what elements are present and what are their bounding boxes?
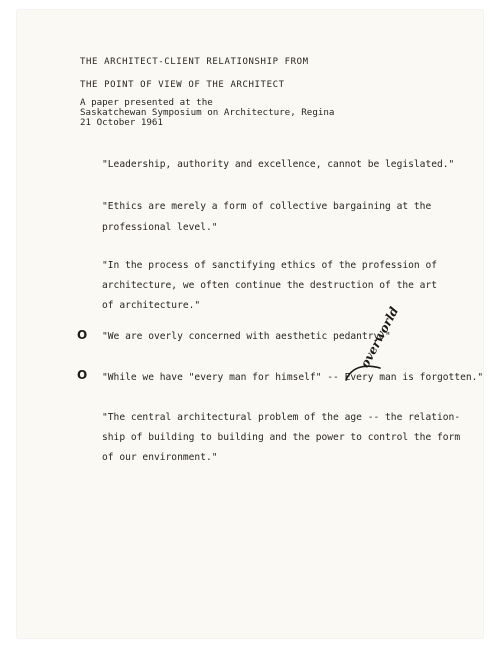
title-line-2: THE POINT OF VIEW OF THE ARCHITECT: [80, 80, 285, 90]
quote-central-line-2: ship of building to building and the power to control the form: [102, 432, 461, 443]
insertion-caret-mark: [344, 362, 384, 384]
quote-pedantry: "We are overly concerned with aesthetic pedantry.": [102, 331, 391, 342]
quote-process-line-3: of architecture.": [102, 300, 201, 311]
quote-leadership: "Leadership, authority and excellence, cannot be legislated.": [102, 159, 455, 170]
margin-mark-1: O: [77, 328, 88, 342]
margin-mark-2: O: [77, 368, 88, 382]
quote-process-line-1: "In the process of sanctifying ethics of the profession of: [102, 260, 438, 271]
subtitle-line-3: 21 October 1961: [80, 117, 163, 128]
quote-process-line-2: architecture, we often continue the destruction of the art: [102, 280, 438, 291]
quote-ethics-line-1: "Ethics are merely a form of collective bargaining at the: [102, 201, 432, 212]
quote-central-line-3: of our environment.": [102, 452, 218, 463]
quote-ethics-line-2: professional level.": [102, 222, 218, 233]
title-line-1: THE ARCHITECT-CLIENT RELATIONSHIP FROM: [80, 57, 309, 67]
quote-central-line-1: "The central architectural problem of the age -- the relation-: [102, 412, 461, 423]
subtitle-line-2: Saskatchewan Symposium on Architecture, Regina: [80, 107, 335, 118]
subtitle-line-1: A paper presented at the: [80, 97, 213, 108]
handwritten-insert: overworld: [357, 304, 402, 370]
quote-every-man: "While we have "every man for himself" -- Every man is forgotten.": [102, 372, 484, 383]
document-page: [17, 10, 483, 638]
